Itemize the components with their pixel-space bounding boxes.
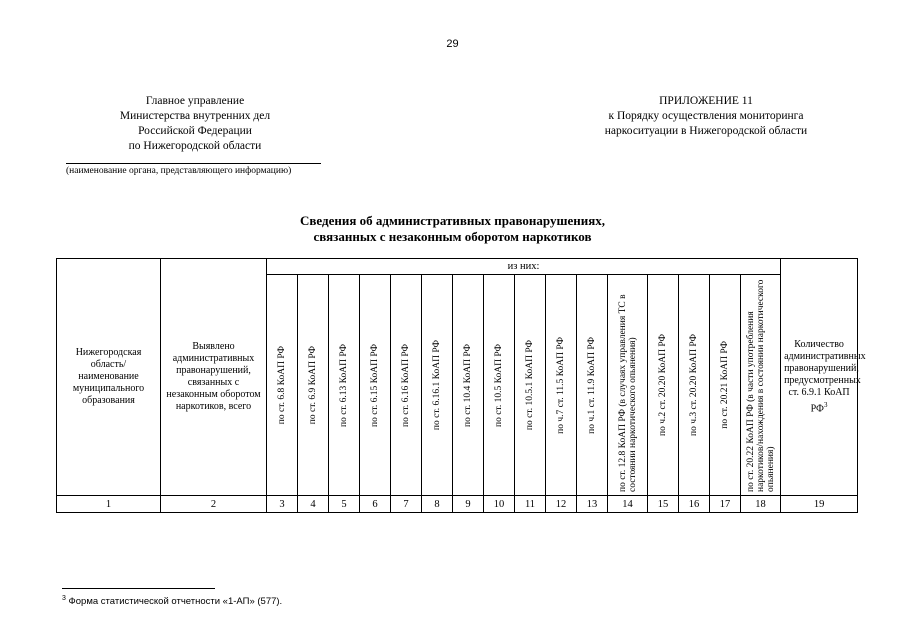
appendix-line-2: к Порядку осуществления мониторинга [608,110,804,122]
header-count-691 [781,259,866,496]
column-number: 6 [360,496,391,513]
column-number: 16 [679,496,710,513]
column-number: 5 [329,496,360,513]
appendix-line-1: ПРИЛОЖЕНИЕ 11 [659,95,753,107]
column-number: 8 [422,496,453,513]
footnote [62,595,282,607]
column-number: 17 [710,496,741,513]
header-total [161,259,267,496]
header-total-text: Выявлено административных правонарушений, связанных с незаконным оборотом наркотиков, всего [166,341,261,412]
org-name-caption: (наименование органа, представляющего информацию) [66,166,292,176]
column-number: 3 [267,496,298,513]
organization-block [100,94,290,154]
header-article: по ч.2 ст. 20.20 КоАП РФ [648,275,679,496]
org-name-underline [66,163,321,164]
header-article: по ст. 20.21 КоАП РФ [710,275,741,496]
org-line-1: Главное управление [145,95,245,107]
header-article: по ст. 10.5 КоАП РФ [484,275,515,496]
column-number: 7 [391,496,422,513]
header-region-text: Нижегородская область/ наименование муниципального образования [72,347,145,406]
header-article: по ч.7 ст. 11.5 КоАП РФ [546,275,577,496]
title-line-2: связанных с незаконным оборотом наркотиков [313,229,592,244]
org-line-2: Министерства внутренних дел [119,110,271,122]
header-article: по ст. 10.5.1 КоАП РФ [515,275,546,496]
org-line-4: по Нижегородской области [128,140,262,152]
header-article: по ст. 10.4 КоАП РФ [453,275,484,496]
column-number: 9 [453,496,484,513]
appendix-line-3: наркоситуации в Нижегородской области [604,125,808,137]
footnote-separator [62,588,215,589]
column-number: 4 [298,496,329,513]
header-article: по ст. 12.8 КоАП РФ (в случаях управления ТС в состоянии наркотического опьянения) [608,275,648,496]
column-number: 11 [515,496,546,513]
report-table [56,258,866,513]
header-article: по ч.3 ст. 20.20 КоАП РФ [679,275,710,496]
column-number: 18 [741,496,781,513]
column-number: 14 [608,496,648,513]
header-article: по ст. 20.22 КоАП РФ (в части употребления наркотиков/нахождения в состоянии наркотического опьянения) [741,275,781,496]
page-number: 29 [446,38,459,50]
column-number: 2 [161,496,267,513]
column-number: 1 [57,496,161,513]
header-count-691-text: Количество административных правонарушений, предусмотренных ст. 6.9.1 КоАП $РФ^3$ [784,338,866,415]
header-article: по ст. 6.16.1 КоАП РФ [422,275,453,496]
appendix-block [575,94,837,139]
column-number: 15 [648,496,679,513]
title-line-1: Сведения об административных правонарушениях, [300,213,605,228]
org-line-3: Российской Федерации [138,125,252,137]
column-number-row [57,496,858,513]
header-region [57,259,161,496]
header-article: по ст. 6.9 КоАП РФ [298,275,329,496]
header-article: по ст. 6.13 КоАП РФ [329,275,360,496]
column-number: 10 [484,496,515,513]
header-of-which: из них: [267,259,781,275]
document-title [0,213,905,245]
header-row-top [57,259,858,275]
header-article: по ст. 6.15 КоАП РФ [360,275,391,496]
header-article: по ст. 6.8 КоАП РФ [267,275,298,496]
column-number: 12 [546,496,577,513]
header-article: по ст. 6.16 КоАП РФ [391,275,422,496]
column-number: 19 [781,496,858,513]
column-number: 13 [577,496,608,513]
footnote-mark: 3 [62,595,66,602]
footnote-text: Форма статистической отчетности «1-АП» (577). [68,596,283,608]
header-article: по ч.1 ст. 11.9 КоАП РФ [577,275,608,496]
